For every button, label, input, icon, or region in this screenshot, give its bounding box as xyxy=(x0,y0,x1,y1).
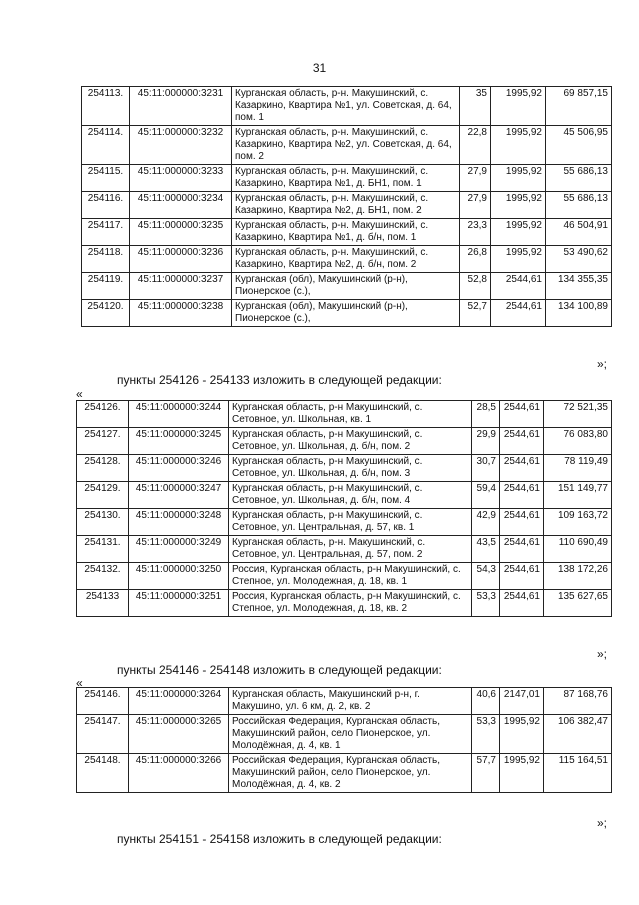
table-row xyxy=(77,401,612,428)
cadastral-number-cell: 45:11:000000:3236 xyxy=(130,246,232,273)
cadastral-number-cell: 45:11:000000:3251 xyxy=(129,590,229,617)
table-row xyxy=(77,590,612,617)
area-cell: 22,8 xyxy=(460,126,491,165)
cadastral-number-cell: 45:11:000000:3244 xyxy=(129,401,229,428)
table-row xyxy=(82,219,612,246)
price-per-sqm-cell: 2544,61 xyxy=(500,536,544,563)
area-cell: 35 xyxy=(460,87,491,126)
price-per-sqm-cell: 2544,61 xyxy=(500,455,544,482)
address-cell: Курганская область, р-н. Макушинский, с. Казаркино, Квартира №1, д. б/н, пом. 1 xyxy=(232,219,460,246)
cadastral-value-cell: 55 686,13 xyxy=(546,192,612,219)
cadastral-value-cell: 55 686,13 xyxy=(546,165,612,192)
item-number-cell: 254116. xyxy=(82,192,130,219)
cadastral-number-cell: 45:11:000000:3234 xyxy=(130,192,232,219)
cadastral-value-cell: 69 857,15 xyxy=(546,87,612,126)
address-cell: Курганская область, р-н. Макушинский, с. Сетовное, ул. Центральная, д. 57, пом. 2 xyxy=(229,536,472,563)
item-number-cell: 254119. xyxy=(82,273,130,300)
price-per-sqm-cell: 2544,61 xyxy=(500,482,544,509)
address-cell: Курганская область, р-н. Макушинский, с. Казаркино, Квартира №1, д. БН1, пом. 1 xyxy=(232,165,460,192)
cadastral-number-cell: 45:11:000000:3250 xyxy=(129,563,229,590)
price-per-sqm-cell: 1995,92 xyxy=(500,715,544,754)
area-cell: 54,3 xyxy=(472,563,500,590)
table-row xyxy=(82,126,612,165)
address-cell: Курганская область, р-н. Макушинский, с. Казаркино, Квартира №2, ул. Советская, д. 64, пом. 2 xyxy=(232,126,460,165)
table-row xyxy=(77,536,612,563)
cadastral-value-cell: 76 083,80 xyxy=(544,428,612,455)
address-cell: Курганская область, р-н. Макушинский, с. Казаркино, Квартира №2, д. БН1, пом. 2 xyxy=(232,192,460,219)
amendment-heading: пункты 254146 - 254148 изложить в следующей редакции: xyxy=(117,663,442,677)
closing-quote-mark: »; xyxy=(597,647,608,661)
table-row xyxy=(77,509,612,536)
price-per-sqm-cell: 2544,61 xyxy=(491,300,546,327)
register-table-3 xyxy=(76,687,612,793)
cadastral-value-cell: 134 100,89 xyxy=(546,300,612,327)
cadastral-number-cell: 45:11:000000:3245 xyxy=(129,428,229,455)
amendment-heading: пункты 254126 - 254133 изложить в следующей редакции: xyxy=(117,373,442,387)
area-cell: 42,9 xyxy=(472,509,500,536)
cadastral-value-cell: 72 521,35 xyxy=(544,401,612,428)
item-number-cell: 254129. xyxy=(77,482,129,509)
price-per-sqm-cell: 1995,92 xyxy=(491,246,546,273)
item-number-cell: 254118. xyxy=(82,246,130,273)
address-cell: Курганская область, р-н. Макушинский, с. Казаркино, Квартира №2, д. б/н, пом. 2 xyxy=(232,246,460,273)
cadastral-value-cell: 106 382,47 xyxy=(544,715,612,754)
cadastral-value-cell: 46 504,91 xyxy=(546,219,612,246)
address-cell: Российская Федерация, Курганская область, Макушинский район, село Пионерское, ул. Молодёжная, д. 4, кв. 2 xyxy=(229,754,472,793)
item-number-cell: 254147. xyxy=(77,715,129,754)
table-row xyxy=(82,192,612,219)
area-cell: 26,8 xyxy=(460,246,491,273)
cadastral-value-cell: 109 163,72 xyxy=(544,509,612,536)
table-row xyxy=(77,455,612,482)
price-per-sqm-cell: 1995,92 xyxy=(491,87,546,126)
page-number: 31 xyxy=(312,61,327,75)
cadastral-value-cell: 78 119,49 xyxy=(544,455,612,482)
table-row xyxy=(77,688,612,715)
register-table-1 xyxy=(81,86,612,327)
address-cell: Россия, Курганская область, р-н Макушинский, с. Степное, ул. Молодежная, д. 18, кв. 2 xyxy=(229,590,472,617)
closing-quote-mark: »; xyxy=(597,357,608,371)
cadastral-number-cell: 45:11:000000:3249 xyxy=(129,536,229,563)
address-cell: Курганская область, р-н Макушинский, с. Сетовное, ул. Центральная, д. 57, кв. 1 xyxy=(229,509,472,536)
price-per-sqm-cell: 1995,92 xyxy=(491,165,546,192)
cadastral-number-cell: 45:11:000000:3246 xyxy=(129,455,229,482)
opening-quote-mark: « xyxy=(76,387,83,401)
address-cell: Курганская область, р-н Макушинский, с. Сетовное, ул. Школьная, кв. 1 xyxy=(229,401,472,428)
area-cell: 53,3 xyxy=(472,590,500,617)
cadastral-value-cell: 53 490,62 xyxy=(546,246,612,273)
area-cell: 30,7 xyxy=(472,455,500,482)
cadastral-value-cell: 115 164,51 xyxy=(544,754,612,793)
item-number-cell: 254126. xyxy=(77,401,129,428)
address-cell: Курганская область, р-н Макушинский, с. Сетовное, ул. Школьная, д. б/н, пом. 4 xyxy=(229,482,472,509)
area-cell: 52,7 xyxy=(460,300,491,327)
cadastral-number-cell: 45:11:000000:3238 xyxy=(130,300,232,327)
address-cell: Курганская область, р-н. Макушинский, с. Казаркино, Квартира №1, ул. Советская, д. 64, пом. 1 xyxy=(232,87,460,126)
cadastral-value-cell: 151 149,77 xyxy=(544,482,612,509)
table-row xyxy=(77,428,612,455)
item-number-cell: 254131. xyxy=(77,536,129,563)
opening-quote-mark: « xyxy=(76,676,83,690)
price-per-sqm-cell: 2544,61 xyxy=(491,273,546,300)
item-number-cell: 254127. xyxy=(77,428,129,455)
address-cell: Курганская область, Макушинский р-н, г. Макушино, ул. 6 км, д. 2, кв. 2 xyxy=(229,688,472,715)
table-row xyxy=(82,165,612,192)
amendment-heading: пункты 254151 - 254158 изложить в следующей редакции: xyxy=(117,832,442,846)
price-per-sqm-cell: 2544,61 xyxy=(500,590,544,617)
item-number-cell: 254130. xyxy=(77,509,129,536)
cadastral-value-cell: 45 506,95 xyxy=(546,126,612,165)
price-per-sqm-cell: 1995,92 xyxy=(491,219,546,246)
price-per-sqm-cell: 2544,61 xyxy=(500,428,544,455)
cadastral-number-cell: 45:11:000000:3235 xyxy=(130,219,232,246)
address-cell: Курганская (обл), Макушинский (р-н), Пионерское (с.), xyxy=(232,300,460,327)
table-row xyxy=(82,87,612,126)
cadastral-number-cell: 45:11:000000:3233 xyxy=(130,165,232,192)
area-cell: 59,4 xyxy=(472,482,500,509)
item-number-cell: 254115. xyxy=(82,165,130,192)
item-number-cell: 254113. xyxy=(82,87,130,126)
area-cell: 27,9 xyxy=(460,165,491,192)
area-cell: 52,8 xyxy=(460,273,491,300)
table-row xyxy=(77,563,612,590)
item-number-cell: 254148. xyxy=(77,754,129,793)
address-cell: Курганская (обл), Макушинский (р-н), Пионерское (с.), xyxy=(232,273,460,300)
area-cell: 40,6 xyxy=(472,688,500,715)
register-table-2 xyxy=(76,400,612,617)
table-row xyxy=(82,273,612,300)
cadastral-number-cell: 45:11:000000:3264 xyxy=(129,688,229,715)
price-per-sqm-cell: 1995,92 xyxy=(491,192,546,219)
price-per-sqm-cell: 1995,92 xyxy=(500,754,544,793)
price-per-sqm-cell: 2544,61 xyxy=(500,563,544,590)
item-number-cell: 254146. xyxy=(77,688,129,715)
table-row xyxy=(77,754,612,793)
area-cell: 29,9 xyxy=(472,428,500,455)
price-per-sqm-cell: 2544,61 xyxy=(500,509,544,536)
cadastral-number-cell: 45:11:000000:3237 xyxy=(130,273,232,300)
area-cell: 43,5 xyxy=(472,536,500,563)
price-per-sqm-cell: 2544,61 xyxy=(500,401,544,428)
cadastral-number-cell: 45:11:000000:3247 xyxy=(129,482,229,509)
price-per-sqm-cell: 1995,92 xyxy=(491,126,546,165)
cadastral-number-cell: 45:11:000000:3266 xyxy=(129,754,229,793)
address-cell: Курганская область, р-н Макушинский, с. Сетовное, ул. Школьная, д. б/н, пом. 3 xyxy=(229,455,472,482)
address-cell: Россия, Курганская область, р-н Макушинский, с. Степное, ул. Молодежная, д. 18, кв. 1 xyxy=(229,563,472,590)
table-row xyxy=(82,246,612,273)
cadastral-value-cell: 134 355,35 xyxy=(546,273,612,300)
cadastral-value-cell: 110 690,49 xyxy=(544,536,612,563)
closing-quote-mark: »; xyxy=(597,816,608,830)
item-number-cell: 254117. xyxy=(82,219,130,246)
item-number-cell: 254132. xyxy=(77,563,129,590)
area-cell: 23,3 xyxy=(460,219,491,246)
table-row xyxy=(77,715,612,754)
address-cell: Российская Федерация, Курганская область, Макушинский район, село Пионерское, ул. Молодёжная, д. 4, кв. 1 xyxy=(229,715,472,754)
area-cell: 53,3 xyxy=(472,715,500,754)
cadastral-number-cell: 45:11:000000:3231 xyxy=(130,87,232,126)
item-number-cell: 254120. xyxy=(82,300,130,327)
address-cell: Курганская область, р-н Макушинский, с. Сетовное, ул. Школьная, д. б/н, пом. 2 xyxy=(229,428,472,455)
area-cell: 28,5 xyxy=(472,401,500,428)
cadastral-value-cell: 138 172,26 xyxy=(544,563,612,590)
price-per-sqm-cell: 2147,01 xyxy=(500,688,544,715)
item-number-cell: 254114. xyxy=(82,126,130,165)
area-cell: 57,7 xyxy=(472,754,500,793)
item-number-cell: 254133 xyxy=(77,590,129,617)
item-number-cell: 254128. xyxy=(77,455,129,482)
cadastral-number-cell: 45:11:000000:3248 xyxy=(129,509,229,536)
area-cell: 27,9 xyxy=(460,192,491,219)
cadastral-number-cell: 45:11:000000:3265 xyxy=(129,715,229,754)
table-row xyxy=(82,300,612,327)
cadastral-value-cell: 135 627,65 xyxy=(544,590,612,617)
cadastral-number-cell: 45:11:000000:3232 xyxy=(130,126,232,165)
cadastral-value-cell: 87 168,76 xyxy=(544,688,612,715)
table-row xyxy=(77,482,612,509)
